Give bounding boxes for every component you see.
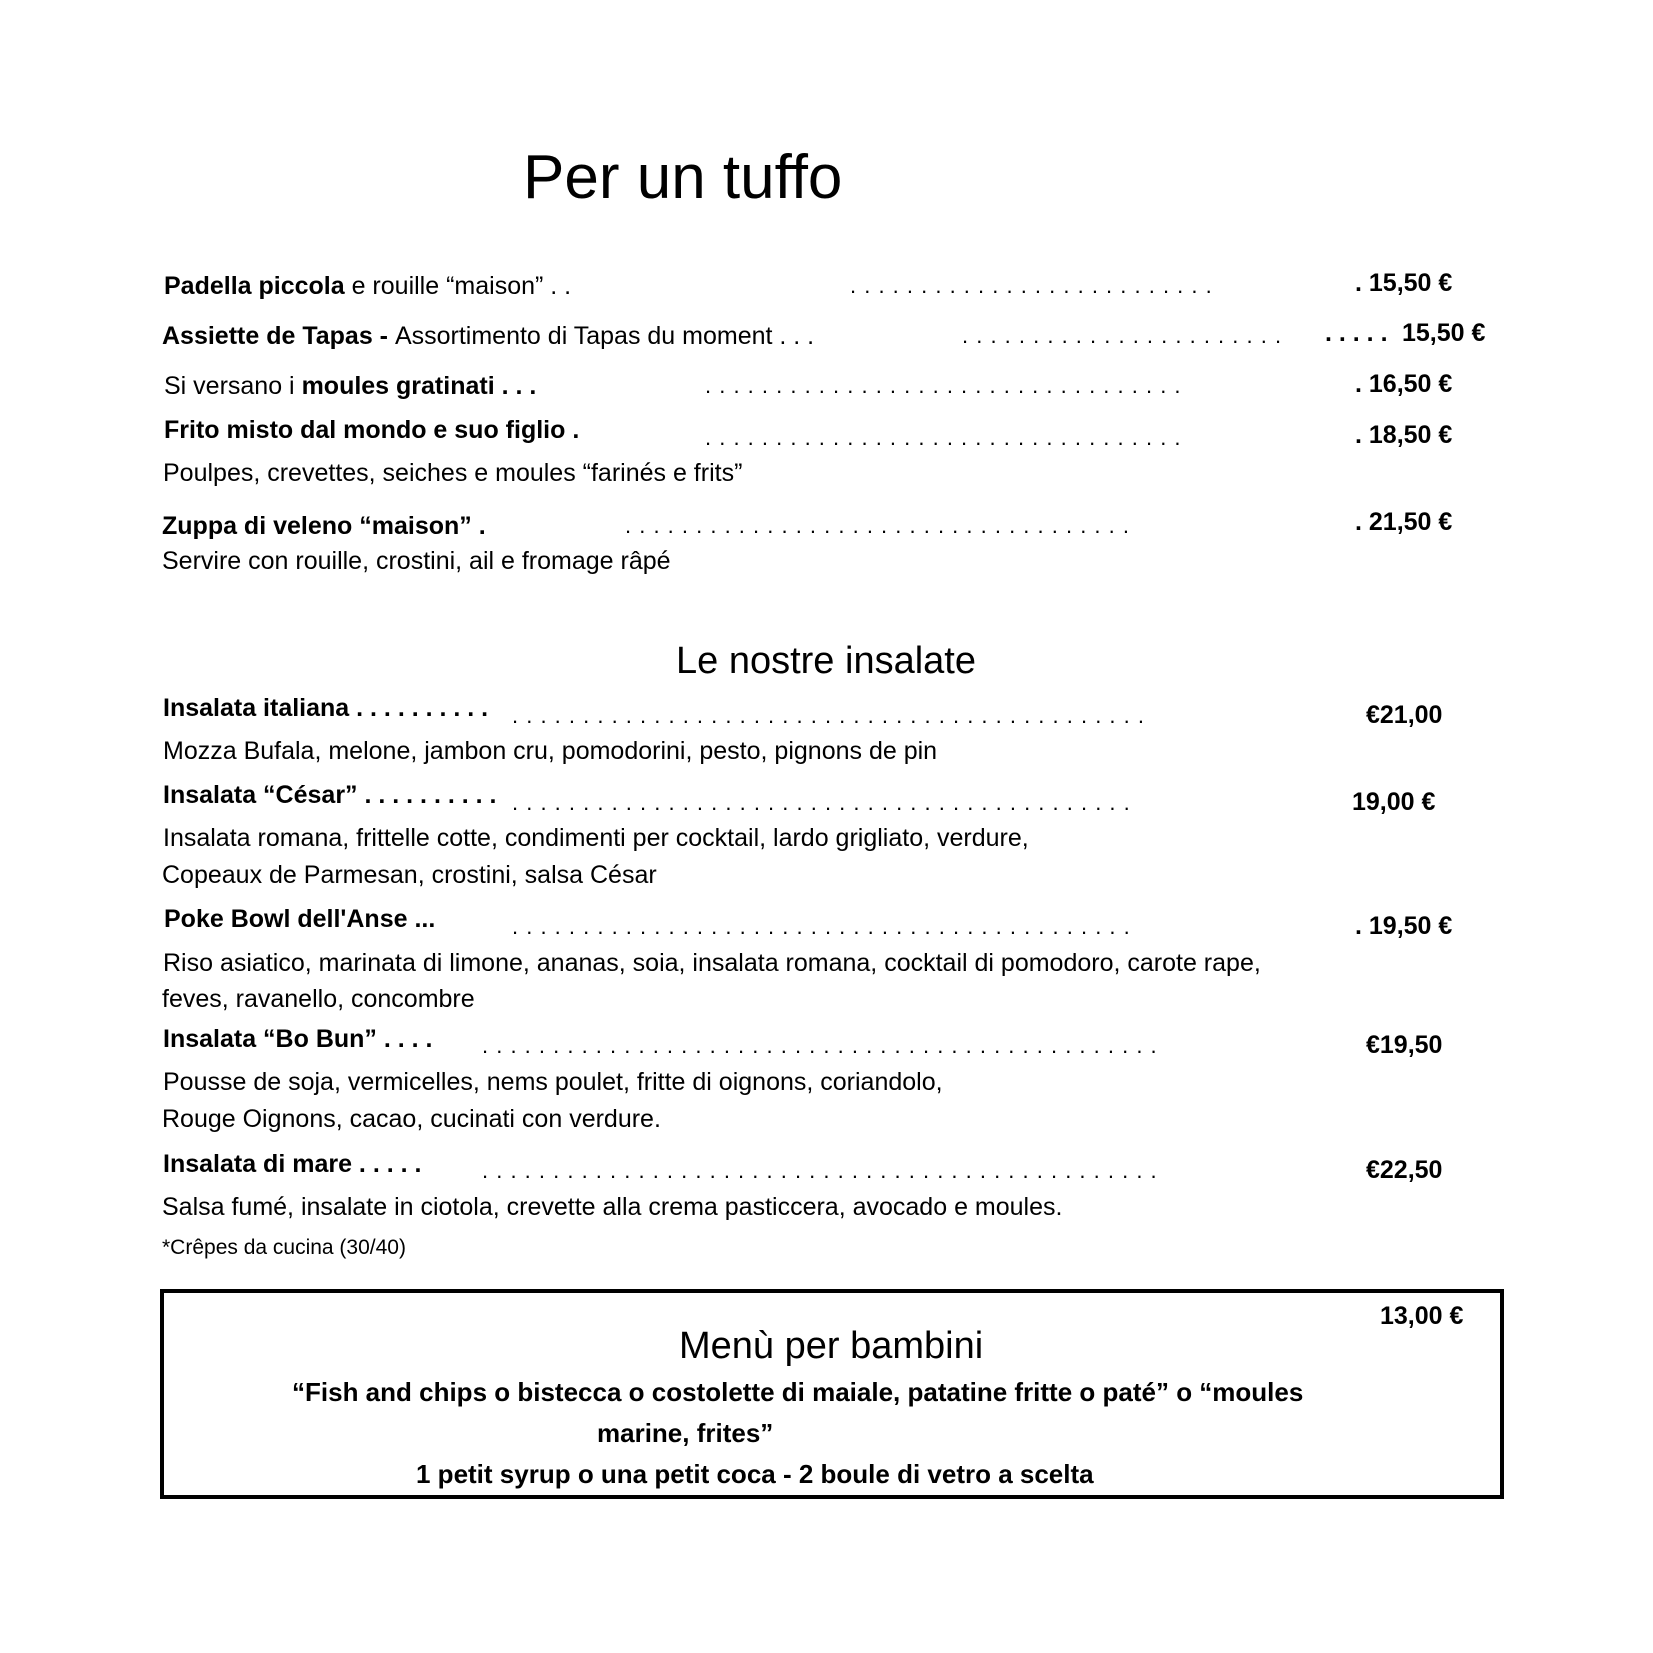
item-description-2: feves, ravanello, concombre [162,985,475,1013]
item-desc: Assortimento di Tapas du moment . . . [394,322,815,350]
leader-dots: . . . . . . . . . . . . . . . . . . . . . . . [962,323,1283,348]
item-price: €19,50 [1366,1031,1443,1059]
menu-item-insalata-mare: Insalata di mare . . . . . [163,1150,422,1178]
leader-dots: . . . . . . . . . . . . . . . . . . . . . . . . . . . . . . . . . . [705,373,1182,398]
footnote: *Crêpes da cucina (30/40) [162,1236,406,1259]
menu-item-tapas [162,322,814,351]
item-description: Riso asiatico, marinata di limone, ananas, soia, insalata romana, cocktail di pomodoro, carote rape, [163,949,1261,977]
menu-item-zuppa: Zuppa di veleno “maison” . [162,512,486,540]
item-price: . 15,50 € [1355,269,1453,297]
item-description: Salsa fumé, insalate in ciotola, crevette alla crema pasticcera, avocado e moules. [162,1193,1063,1221]
kids-menu-price: 13,00 € [1380,1302,1464,1330]
menu-item-insalata-cesar: Insalata “César” . . . . . . . . . . [163,781,497,809]
item-price: €22,50 [1366,1156,1443,1184]
item-description-2: Copeaux de Parmesan, crostini, salsa César [162,861,657,889]
menu-item-moules [164,372,536,401]
item-description: Pousse de soja, vermicelles, nems poulet, fritte di oignons, coriandolo, [163,1068,943,1096]
menu-item-insalata-italiana: Insalata italiana . . . . . . . . . . [163,694,489,722]
item-price: . 19,50 € [1355,912,1453,940]
leader-dots: . . . . . . . . . . . . . . . . . . . . . . . . . . . . . . . . . . [705,425,1182,450]
item-price: . 21,50 € [1355,508,1453,536]
item-price: €21,00 [1366,701,1443,729]
item-price: . 18,50 € [1355,421,1453,449]
item-price-prefix: . . . . . [1325,319,1388,347]
menu-item-bo-bun: Insalata “Bo Bun” . . . . [163,1025,433,1053]
kids-menu-title: Menù per bambini [679,1325,984,1367]
kids-menu-line-1: “Fish and chips o bistecca o costolette di maiale, patatine fritte o paté” o “moules [292,1377,1304,1407]
item-name: Padella piccola [164,272,345,300]
page-title: Per un tuffo [523,143,843,212]
item-description: Mozza Bufala, melone, jambon cru, pomodorini, pesto, pignons de pin [163,737,938,765]
leader-dots: . . . . . . . . . . . . . . . . . . . . . . . . . . . . . . . . . . . . [625,513,1130,538]
menu-item-frito: Frito misto dal mondo e suo figlio . [164,416,580,444]
menu-item-poke-bowl: Poke Bowl dell'Anse ... [164,905,436,933]
item-description: Insalata romana, frittelle cotte, condimenti per cocktail, lardo grigliato, verdure, [163,824,1029,852]
item-name: moules gratinati . . . [301,372,537,400]
leader-dots: . . . . . . . . . . . . . . . . . . . . . . . . . . . . . . . . . . . . . . . . . . . . [512,914,1131,939]
item-name: Assiette de Tapas - [162,322,395,350]
item-description: Servire con rouille, crostini, ail e fromage râpé [162,547,671,575]
kids-menu-line-3: 1 petit syrup o una petit coca - 2 boule di vetro a scelta [416,1459,1094,1489]
item-price: . 16,50 € [1355,370,1453,398]
section-title: Le nostre insalate [676,640,976,682]
item-prefix: Si versano i [164,372,302,400]
item-desc: e rouille “maison” . . [344,272,572,300]
item-price: 15,50 € [1402,319,1486,347]
leader-dots: . . . . . . . . . . . . . . . . . . . . . . . . . . . . . . . . . . . . . . . . . . . . . . . . [482,1158,1158,1183]
kids-menu-box [160,1289,1504,1499]
leader-dots: . . . . . . . . . . . . . . . . . . . . . . . . . . . . . . . . . . . . . . . . . . . . . . . . [482,1033,1158,1058]
item-price: 19,00 € [1352,788,1436,816]
leader-dots: . . . . . . . . . . . . . . . . . . . . . . . . . . . . . . . . . . . . . . . . . . . . . [512,703,1145,728]
item-description-2: Rouge Oignons, cacao, cucinati con verdure. [162,1105,661,1133]
item-description: Poulpes, crevettes, seiches e moules “farinés e frits” [163,459,743,487]
kids-menu-line-2: marine, frites” [597,1418,774,1448]
leader-dots: . . . . . . . . . . . . . . . . . . . . . . . . . . [850,273,1213,298]
leader-dots: . . . . . . . . . . . . . . . . . . . . . . . . . . . . . . . . . . . . . . . . . . . . [512,790,1131,815]
menu-item-padella [164,272,571,301]
